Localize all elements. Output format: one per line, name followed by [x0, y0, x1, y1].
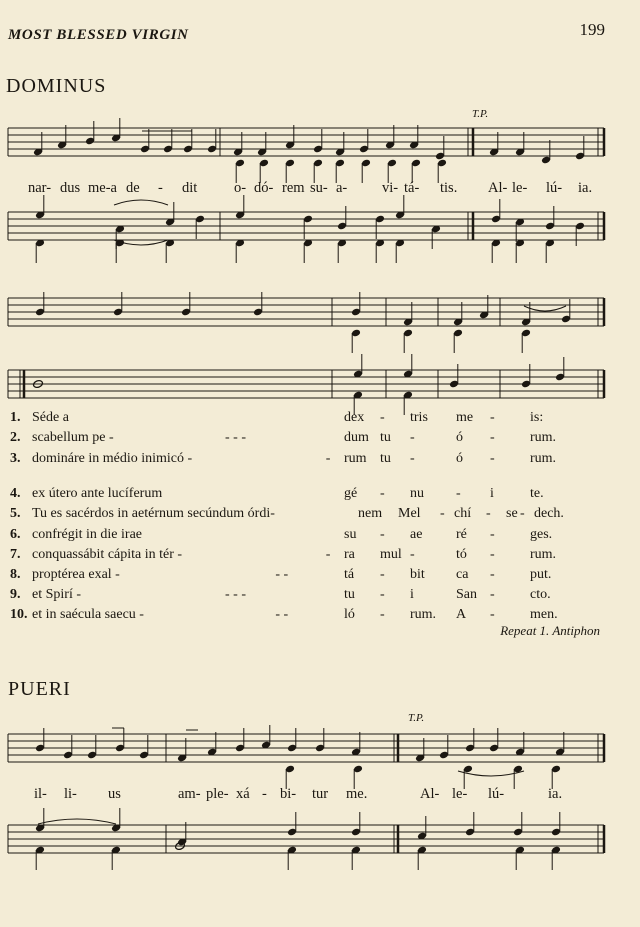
verse-text: Séde a [32, 410, 69, 425]
verse-dashes: - [325, 451, 331, 466]
lyric-syllable: rem [282, 180, 305, 196]
slur-pueri-low [38, 819, 116, 824]
verse-syllable: ó [456, 430, 463, 445]
verse-syllable: dech. [534, 506, 564, 521]
lyric-syllable: xá [236, 786, 250, 802]
verse-syllable: su [344, 527, 357, 542]
verse-syllable: - [486, 506, 491, 521]
verse-syllable: te. [530, 486, 544, 501]
verse-syllable: put. [530, 567, 552, 582]
verse-line [10, 451, 610, 471]
verse-text: scabellum pe - [32, 430, 114, 445]
verse-dashes: - [325, 547, 331, 562]
verse-syllable: - [490, 567, 495, 582]
verse-syllable: - [490, 607, 495, 622]
lyric-syllable: me-a [88, 180, 117, 196]
lyric-syllable: Al- [488, 180, 508, 196]
verse-syllable: tá [344, 567, 355, 582]
verse-syllable: tu [344, 587, 355, 602]
verse-syllable: tu [380, 430, 391, 445]
verse-dashes: - - [275, 567, 289, 582]
verse-syllable: - [380, 486, 385, 501]
verse-syllable: rum. [530, 451, 557, 466]
verse-line [10, 527, 610, 547]
verse-line [10, 486, 610, 506]
verse-syllable: rum [344, 451, 367, 466]
lyric-syllable: me. [346, 786, 368, 802]
verse-syllable: - [410, 451, 415, 466]
verse-syllable: Mel [398, 506, 421, 521]
verse-dashes: - - - [225, 430, 246, 445]
verse-syllable: - [490, 587, 495, 602]
lyric-syllable: Al- [420, 786, 440, 802]
verse-line [10, 587, 610, 607]
verse-syllable: bit [410, 567, 425, 582]
verse-syllable: cto. [530, 587, 551, 602]
verse-number: 7. [10, 547, 21, 562]
verse-syllable: dex [344, 410, 365, 425]
verse-syllable: - [490, 451, 495, 466]
lyric-syllable: us [108, 786, 121, 802]
verse-syllable: - [410, 430, 415, 445]
verse-syllable: - [440, 506, 445, 521]
lyric-syllable: lú- [546, 180, 563, 196]
lyric-syllable: lú- [488, 786, 505, 802]
verse-text: ex útero ante lucíferum [32, 486, 163, 501]
lyric-syllable: ia. [578, 180, 593, 196]
verse-number: 2. [10, 430, 21, 445]
verse-syllable: i [490, 486, 494, 501]
tp-mark-pueri: T.P. [408, 712, 425, 724]
lyric-syllable: le- [512, 180, 528, 196]
verse-syllable: ré [456, 527, 467, 542]
verse-syllable: - [380, 527, 385, 542]
verse-syllable: me [456, 410, 474, 425]
verse-syllable: - [520, 506, 525, 521]
verse-syllable: tó [456, 547, 467, 562]
verse-syllable: tris [410, 410, 428, 425]
verse-syllable: - [380, 607, 385, 622]
verse-number: 6. [10, 527, 21, 542]
tp-mark-dominus: T.P. [472, 108, 489, 120]
verse-text: et in saécula saecu - [32, 607, 144, 622]
page-number: 199 [579, 20, 605, 39]
lyric-syllable: le- [452, 786, 468, 802]
lyric-syllable: tis. [440, 180, 458, 196]
lyric-syllable: a- [336, 180, 348, 196]
verse-syllable: rum. [530, 547, 557, 562]
verse-syllable: ló [344, 607, 355, 622]
verse-syllable: ca [456, 567, 469, 582]
verse-text: proptérea exal - [32, 567, 120, 582]
verse-syllable: - [456, 486, 461, 501]
lyric-syllable: vi- [382, 180, 399, 196]
lyric-syllable: am- [178, 786, 201, 802]
verse-dashes: - - [275, 607, 289, 622]
verse-text: confrégit in die irae [32, 527, 143, 542]
verse-text: domináre in médio inimicó - [32, 451, 193, 466]
verse-number: 8. [10, 567, 21, 582]
verse-syllable: gé [344, 486, 358, 501]
lyric-syllable: dó- [254, 180, 274, 196]
verse-syllable: dum [344, 430, 369, 445]
verse-dashes: - - - [225, 587, 246, 602]
verse-syllable: ó [456, 451, 463, 466]
lyric-syllable: o- [234, 180, 247, 196]
lyric-syllable: ple- [206, 786, 229, 802]
verse-syllable: - [380, 587, 385, 602]
verse-syllable: San [456, 587, 477, 602]
slur-dominus [114, 200, 168, 205]
verse-syllable: - [380, 567, 385, 582]
verse-syllable: - [410, 547, 415, 562]
repeat-note: Repeat 1. Antiphon [500, 623, 600, 638]
section-title-pueri: PUERI [8, 678, 71, 700]
lyric-syllable: nar- [28, 180, 52, 196]
running-head: MOST BLESSED VIRGIN [8, 27, 189, 43]
verse-syllable: tu [380, 451, 391, 466]
verse-syllable: nem [358, 506, 383, 521]
lyric-syllable: - [158, 180, 163, 196]
lyric-syllable: bi- [280, 786, 297, 802]
verse-text: Tu es sacérdos in aetérnum secúndum órdi- [32, 506, 275, 521]
lyric-syllable: tá- [404, 180, 420, 196]
verse-line [10, 430, 610, 450]
verse-number: 10. [10, 607, 28, 622]
lyric-syllable: ia. [548, 786, 563, 802]
verse-syllable: - [490, 410, 495, 425]
verse-syllable: se [506, 506, 518, 521]
verse-syllable: is: [530, 410, 544, 425]
verse-syllable: rum. [410, 607, 437, 622]
lyric-syllable: il- [34, 786, 47, 802]
verse-line [10, 506, 610, 526]
lyric-syllable: li- [64, 786, 77, 802]
lyric-syllable: dit [182, 180, 198, 196]
lyric-syllable: - [262, 786, 267, 802]
verse-line [10, 410, 610, 430]
verse-text: et Spirí - [32, 587, 81, 602]
verse-number: 5. [10, 506, 21, 521]
lyric-syllable: de [126, 180, 140, 196]
verse-number: 4. [10, 486, 21, 501]
verse-number: 3. [10, 451, 21, 466]
verse-syllable: - [490, 527, 495, 542]
verse-syllable: nu [410, 486, 424, 501]
verse-number: 1. [10, 410, 21, 425]
lyric-syllable: su- [310, 180, 328, 196]
verse-syllable: A [456, 607, 467, 622]
verse-syllable: ges. [530, 527, 553, 542]
verse-line [10, 567, 610, 587]
verse-syllable: ra [344, 547, 355, 562]
verse-syllable: ae [410, 527, 423, 542]
verse-syllable: i [410, 587, 414, 602]
section-title-dominus: DOMINUS [6, 75, 107, 97]
verse-syllable: - [380, 410, 385, 425]
verse-syllable: - [490, 430, 495, 445]
verse-syllable: chí [454, 506, 472, 521]
verse-syllable: - [490, 547, 495, 562]
verse-number: 9. [10, 587, 21, 602]
lyric-syllable: dus [60, 180, 81, 196]
verse-syllable: rum. [530, 430, 557, 445]
lyric-syllable: tur [312, 786, 329, 802]
verse-text: conquassábit cápita in tér - [32, 547, 183, 562]
verse-syllable: mul [380, 547, 402, 562]
verse-syllable: men. [530, 607, 558, 622]
verse-line [10, 547, 610, 567]
